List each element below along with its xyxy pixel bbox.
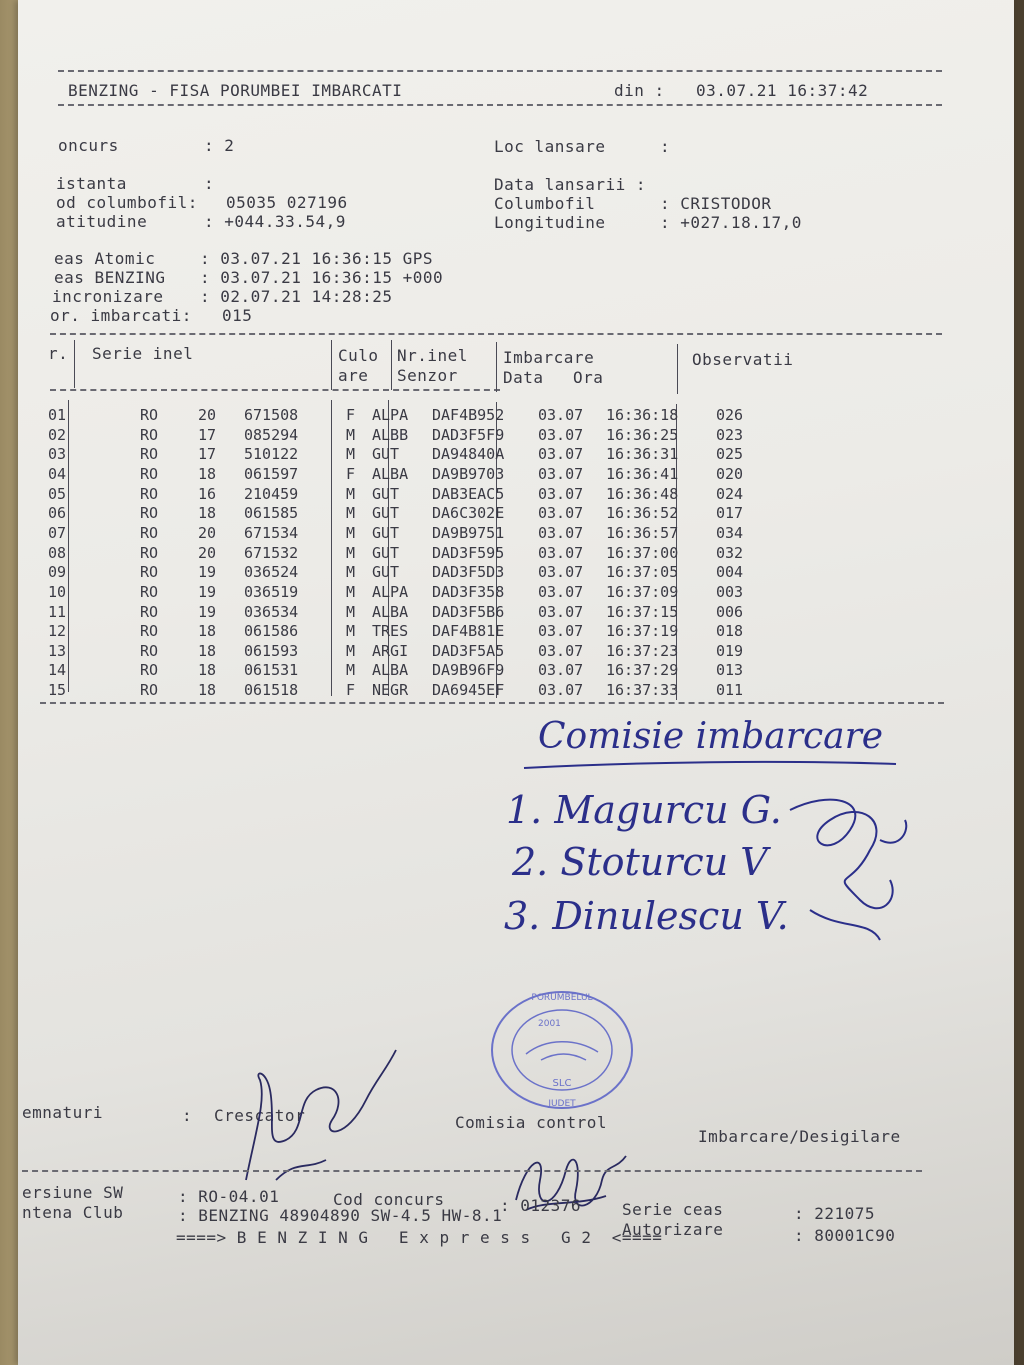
row-year: 20	[198, 543, 217, 562]
col-header-nr-inel: Nr.inel	[397, 346, 468, 365]
ceas-benzing-label: eas BENZING	[54, 268, 166, 287]
row-time: 16:37:29	[606, 661, 679, 680]
row-ring: 036519	[244, 582, 299, 601]
row-date: 03.07	[538, 622, 584, 641]
row-year: 18	[198, 681, 217, 700]
col-header-serie: Serie inel	[92, 344, 194, 363]
row-color: TRES	[372, 622, 409, 641]
row-sensor: DA94840A	[432, 445, 505, 464]
col-divider-1	[74, 340, 75, 388]
row-obs: 019	[716, 641, 744, 660]
columbofil-label: Columbofil	[494, 194, 596, 213]
row-year: 18	[198, 641, 217, 660]
row-date: 03.07	[538, 681, 584, 700]
col-divider-3	[391, 340, 392, 390]
row-date: 03.07	[538, 563, 584, 582]
row-obs: 004	[716, 563, 744, 582]
row-ring: 061586	[244, 622, 299, 641]
row-sex: M	[346, 425, 356, 444]
loc-lansare-label: Loc lansare	[494, 137, 606, 156]
row-time: 16:36:18	[606, 406, 679, 424]
row-ring: 061597	[244, 464, 299, 483]
benzing-express-banner: ====> B E N Z I N G E x p r e s s G 2 <====	[176, 1228, 663, 1247]
signature-scribble-commission	[770, 780, 930, 950]
autorizare-value: : 80001C90	[794, 1226, 896, 1245]
data-lansarii-label: Data lansarii :	[494, 175, 646, 194]
versiune-value: : RO-04.01	[178, 1187, 280, 1206]
row-year: 18	[198, 464, 217, 483]
col-header-culoare-2: are	[338, 366, 369, 385]
row-ring: 671508	[244, 406, 299, 424]
row-country: RO	[140, 661, 159, 680]
row-obs: 023	[716, 425, 744, 444]
handwritten-commission-title: Comisie imbarcare	[538, 716, 884, 757]
footer-rule	[22, 1170, 922, 1172]
row-year: 17	[198, 425, 217, 444]
row-sex: M	[346, 523, 356, 542]
row-obs: 020	[716, 464, 744, 483]
row-sex: M	[346, 543, 356, 562]
body-divider-2	[331, 400, 332, 696]
row-sensor: DA9B9751	[432, 523, 505, 542]
handwritten-member-3: 3. Dinulescu V.	[504, 894, 789, 938]
row-nr: 14	[48, 661, 67, 680]
row-country: RO	[140, 445, 159, 464]
row-nr: 08	[48, 543, 67, 562]
row-ring: 036524	[244, 563, 299, 582]
row-color: NEGR	[372, 681, 409, 700]
row-sensor: DAD3F358	[432, 582, 505, 601]
col-header-culoare: Culo	[338, 346, 379, 365]
row-country: RO	[140, 622, 159, 641]
concurs-label: oncurs	[58, 136, 119, 155]
row-nr: 12	[48, 622, 67, 641]
row-ring: 085294	[244, 425, 299, 444]
row-time: 16:36:48	[606, 484, 679, 503]
row-nr: 11	[48, 602, 67, 621]
row-nr: 03	[48, 445, 67, 464]
col-header-nr: r.	[48, 344, 69, 363]
row-sensor: DAD3F5D3	[432, 563, 505, 582]
autorizare-label: Autorizare	[622, 1220, 724, 1239]
imbarcare-desigilare-label: Imbarcare/Desigilare	[698, 1127, 901, 1146]
row-sex: M	[346, 445, 356, 464]
sincronizare-label: incronizare	[52, 287, 164, 306]
row-year: 19	[198, 582, 217, 601]
row-sensor: DAF4B952	[432, 406, 505, 424]
row-time: 16:37:05	[606, 563, 679, 582]
row-time: 16:37:19	[606, 622, 679, 641]
header-bottom-rule	[58, 104, 942, 106]
row-nr: 01	[48, 406, 67, 424]
row-time: 16:37:23	[606, 641, 679, 660]
row-date: 03.07	[538, 406, 584, 424]
row-sex: F	[346, 406, 356, 424]
row-time: 16:36:57	[606, 523, 679, 542]
row-color: ALBA	[372, 464, 409, 483]
row-ring: 061531	[244, 661, 299, 680]
col-divider-4	[496, 342, 497, 392]
col-header-senzor: Senzor	[397, 366, 458, 385]
header-top-rule	[58, 70, 942, 72]
row-date: 03.07	[538, 641, 584, 660]
row-color: GUT	[372, 445, 400, 464]
header-date-label: din :	[614, 81, 665, 100]
crescator-label: Crescator	[214, 1106, 306, 1125]
row-date: 03.07	[538, 484, 584, 503]
semnaturi-label: emnaturi	[22, 1103, 104, 1122]
nr-imbarcati-label: or. imbarcati:	[50, 306, 192, 325]
row-country: RO	[140, 523, 159, 542]
body-divider-1	[68, 400, 69, 692]
longitudine-label: Longitudine	[494, 213, 606, 232]
col-header-imbarcare: Imbarcare	[503, 348, 595, 367]
row-date: 03.07	[538, 543, 584, 562]
row-nr: 07	[48, 523, 67, 542]
row-sensor: DAB3EAC5	[432, 484, 505, 503]
row-obs: 032	[716, 543, 744, 562]
row-year: 17	[198, 445, 217, 464]
row-color: GUT	[372, 523, 400, 542]
row-color: GUT	[372, 504, 400, 523]
row-obs: 025	[716, 445, 744, 464]
row-country: RO	[140, 543, 159, 562]
handwritten-member-2: 2. Stoturcu V	[512, 840, 768, 884]
columbofil-value: : CRISTODOR	[660, 194, 772, 213]
row-sex: M	[346, 641, 356, 660]
serie-ceas-label: Serie ceas	[622, 1200, 724, 1219]
row-color: GUT	[372, 484, 400, 503]
row-sex: F	[346, 681, 356, 700]
row-ring: 036534	[244, 602, 299, 621]
loc-lansare-value: :	[660, 137, 671, 156]
distanta-label: istanta	[56, 174, 127, 193]
row-nr: 02	[48, 425, 67, 444]
row-country: RO	[140, 641, 159, 660]
row-sensor: DAF4B81E	[432, 622, 505, 641]
row-time: 16:37:00	[606, 543, 679, 562]
row-sensor: DA9B9703	[432, 464, 505, 483]
row-sex: M	[346, 563, 356, 582]
cod-columbofil-value: 05035 027196	[226, 193, 348, 212]
crescator-signature	[236, 1040, 406, 1190]
row-sensor: DAD3F5F9	[432, 425, 505, 444]
row-date: 03.07	[538, 464, 584, 483]
club-stamp	[486, 986, 638, 1114]
cod-concurs-value: : 012376	[500, 1196, 582, 1215]
row-nr: 15	[48, 681, 67, 700]
row-sex: F	[346, 464, 356, 483]
row-date: 03.07	[538, 661, 584, 680]
distanta-value: :	[204, 174, 215, 193]
row-date: 03.07	[538, 425, 584, 444]
stamp-year: 2001	[538, 1019, 561, 1029]
serie-ceas-value: : 221075	[794, 1204, 876, 1223]
row-ring: 671532	[244, 543, 299, 562]
row-obs: 006	[716, 602, 744, 621]
stamp-text-mid: SLC	[552, 1078, 572, 1089]
row-year: 19	[198, 563, 217, 582]
row-year: 16	[198, 484, 217, 503]
row-time: 16:36:41	[606, 464, 679, 483]
row-color: GUT	[372, 543, 400, 562]
row-color: ALPA	[372, 406, 409, 424]
sincronizare-value: : 02.07.21 14:28:25	[200, 287, 393, 306]
row-ring: 061518	[244, 681, 299, 700]
row-color: ALPA	[372, 582, 409, 601]
row-country: RO	[140, 425, 159, 444]
row-color: ALBA	[372, 602, 409, 621]
row-date: 03.07	[538, 602, 584, 621]
latitudine-label: atitudine	[56, 212, 148, 231]
row-sex: M	[346, 602, 356, 621]
row-sex: M	[346, 661, 356, 680]
row-date: 03.07	[538, 582, 584, 601]
versiune-label: ersiune SW	[22, 1183, 124, 1202]
col-divider-2	[331, 340, 332, 390]
row-country: RO	[140, 504, 159, 523]
row-obs: 034	[716, 523, 744, 542]
row-color: GUT	[372, 563, 400, 582]
row-time: 16:37:33	[606, 681, 679, 700]
row-nr: 05	[48, 484, 67, 503]
row-time: 16:36:52	[606, 504, 679, 523]
row-sensor: DAD3F5A5	[432, 641, 505, 660]
table-bottom-rule	[40, 702, 944, 704]
row-date: 03.07	[538, 445, 584, 464]
col-header-ora: Ora	[573, 368, 604, 387]
row-ring: 061593	[244, 641, 299, 660]
row-sensor: DAD3F5B6	[432, 602, 505, 621]
row-ring: 210459	[244, 484, 299, 503]
row-sex: M	[346, 504, 356, 523]
row-country: RO	[140, 484, 159, 503]
handwritten-underline	[520, 758, 900, 772]
row-country: RO	[140, 563, 159, 582]
comisia-control-label: Comisia control	[455, 1113, 607, 1132]
row-obs: 013	[716, 661, 744, 680]
row-sex: M	[346, 484, 356, 503]
row-color: ARGI	[372, 641, 409, 660]
row-country: RO	[140, 464, 159, 483]
row-country: RO	[140, 582, 159, 601]
cod-columbofil-label: od columbofil:	[56, 193, 198, 212]
header-date-value: 03.07.21 16:37:42	[696, 81, 869, 100]
row-time: 16:37:15	[606, 602, 679, 621]
row-year: 20	[198, 523, 217, 542]
row-year: 18	[198, 504, 217, 523]
row-nr: 13	[48, 641, 67, 660]
row-date: 03.07	[538, 523, 584, 542]
col-header-observatii: Observatii	[692, 350, 794, 369]
row-nr: 06	[48, 504, 67, 523]
row-sensor: DA6945EF	[432, 681, 505, 700]
nr-imbarcati-value: 015	[222, 306, 253, 325]
row-ring: 671534	[244, 523, 299, 542]
ceas-benzing-value: : 03.07.21 16:36:15 +000	[200, 268, 444, 287]
antena-value: : BENZING 48904890 SW-4.5 HW-8.1	[178, 1206, 503, 1225]
row-nr: 04	[48, 464, 67, 483]
longitudine-value: : +027.18.17,0	[660, 213, 802, 232]
row-color: ALBA	[372, 661, 409, 680]
row-year: 19	[198, 602, 217, 621]
row-nr: 09	[48, 563, 67, 582]
antena-label: ntena Club	[22, 1203, 124, 1222]
cod-concurs-label: Cod concurs	[333, 1190, 445, 1209]
semnaturi-colon: :	[182, 1106, 193, 1125]
row-obs: 017	[716, 504, 744, 523]
table-header-rule	[50, 389, 500, 391]
row-nr: 10	[48, 582, 67, 601]
handwritten-member-1: 1. Magurcu G.	[506, 788, 782, 832]
row-sex: M	[346, 582, 356, 601]
row-ring: 510122	[244, 445, 299, 464]
document-title: BENZING - FISA PORUMBEI IMBARCATI	[68, 81, 403, 100]
ceas-atomic-label: eas Atomic	[54, 249, 156, 268]
row-obs: 026	[716, 406, 744, 424]
concurs-value: : 2	[204, 136, 235, 155]
latitudine-value: : +044.33.54,9	[204, 212, 346, 231]
ceas-atomic-value: : 03.07.21 16:36:15 GPS	[200, 249, 434, 268]
row-obs: 011	[716, 681, 744, 700]
row-sensor: DA9B96F9	[432, 661, 505, 680]
row-date: 03.07	[538, 504, 584, 523]
col-divider-5	[677, 344, 678, 394]
row-sensor: DA6C302E	[432, 504, 505, 523]
row-obs: 003	[716, 582, 744, 601]
stamp-text-top: PORUMBELUL	[531, 993, 593, 1003]
row-obs: 018	[716, 622, 744, 641]
row-sensor: DAD3F595	[432, 543, 505, 562]
row-ring: 061585	[244, 504, 299, 523]
row-color: ALBB	[372, 425, 409, 444]
row-year: 18	[198, 622, 217, 641]
table-top-rule	[50, 333, 942, 335]
row-country: RO	[140, 681, 159, 700]
row-year: 20	[198, 406, 217, 424]
row-obs: 024	[716, 484, 744, 503]
row-time: 16:36:25	[606, 425, 679, 444]
row-time: 16:36:31	[606, 445, 679, 464]
row-sex: M	[346, 622, 356, 641]
row-country: RO	[140, 406, 159, 424]
row-time: 16:37:09	[606, 582, 679, 601]
row-country: RO	[140, 602, 159, 621]
stamp-text-bottom: JUDET	[548, 1099, 576, 1109]
col-header-data: Data	[503, 368, 544, 387]
row-year: 18	[198, 661, 217, 680]
